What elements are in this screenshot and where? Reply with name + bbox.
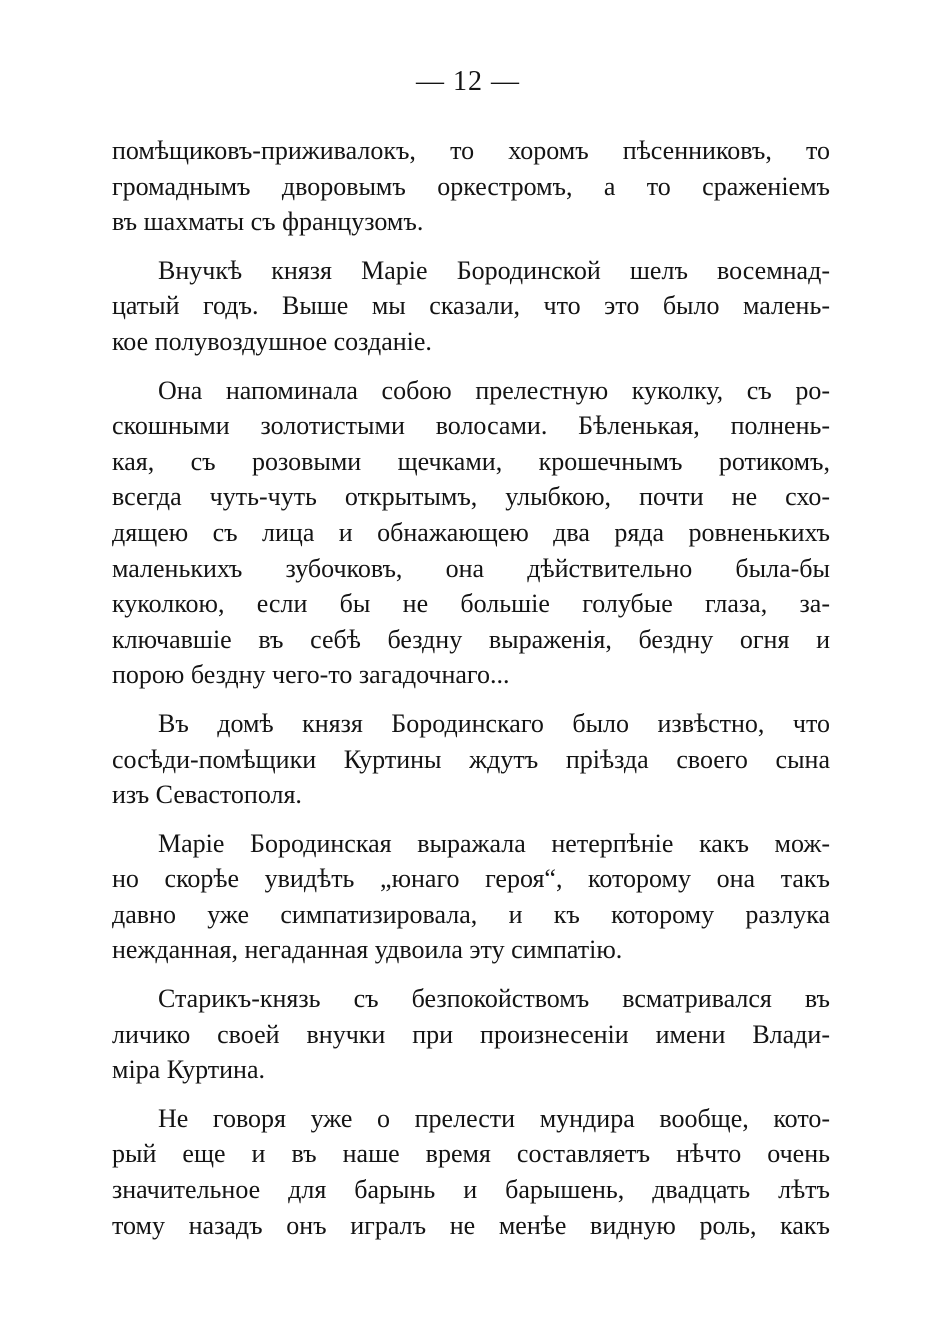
- text-line: Въ домѣ князя Бородинскаго было извѣстно, что: [158, 708, 830, 738]
- text-line: кое полувоздушное созданіе.: [112, 326, 432, 356]
- text-line: Она напоминала собою прелестную куколку, съ ро-: [158, 375, 830, 405]
- paragraph: [112, 981, 830, 1088]
- text-line: Старикъ-князь съ безпокойствомъ всматривался въ: [158, 984, 830, 1014]
- text-line: Не говоря уже о прелести мундира вообще, кото-: [158, 1103, 830, 1133]
- text-line: кая, съ розовыми щечками, крошечнымъ ротикомъ,: [112, 446, 830, 476]
- text-line: давно уже симпатизировала, и къ которому разлука: [112, 899, 830, 929]
- text-line: куколкою, если бы не большіе голубые глаза, за-: [112, 589, 830, 619]
- text-line: міра Куртина.: [112, 1055, 265, 1085]
- text-line: Марiе Бородинская выражала нетерпѣніе какъ мож-: [158, 828, 830, 858]
- text-line: порою бездну чего-то загадочнаго...: [112, 660, 510, 690]
- text-line: сосѣди-помѣщики Куртины ждутъ пріѣзда своего сына: [112, 744, 830, 774]
- text-line: тому назадъ онъ игралъ не менѣе видную роль, какъ: [112, 1210, 830, 1240]
- text-line: громаднымъ дворовымъ оркестромъ, а то сраженіемъ: [112, 171, 830, 201]
- paragraph: [112, 706, 830, 813]
- paragraph: [112, 133, 830, 240]
- text-line: рый еще и въ наше время составляетъ нѣчто очень: [112, 1139, 830, 1169]
- text-line: личико своей внучки при произнесеніи имени Влади-: [112, 1019, 830, 1049]
- paragraph: [112, 1101, 830, 1243]
- text-line: но скорѣе увидѣть „юнаго героя“, которому она такъ: [112, 864, 830, 894]
- body-text: [112, 133, 830, 1243]
- text-line: скошными золотистыми волосами. Бѣленькая, полнень-: [112, 411, 830, 441]
- text-line: изъ Севастополя.: [112, 780, 302, 810]
- page-number: — 12 —: [416, 66, 520, 97]
- text-line: цатый годъ. Выше мы сказали, что это было малень-: [112, 291, 830, 321]
- text-line: значительное для барынь и барышень, двадцать лѣтъ: [112, 1175, 830, 1205]
- paragraph: [112, 826, 830, 968]
- text-line: нежданная, негаданная удвоила эту симпатію.: [112, 935, 623, 965]
- text-line: помѣщиковъ-приживалокъ, то хоромъ пѣсенниковъ, то: [112, 136, 830, 165]
- text-line: дящею съ лица и обнажающею два ряда ровненькихъ: [112, 517, 830, 547]
- text-line: въ шахматы съ французомъ.: [112, 207, 424, 237]
- text-line: маленькихъ зубочковъ, она дѣйствительно была-бы: [112, 553, 830, 583]
- text-line: Внучкѣ князя Марiе Бородинской шелъ восемнад-: [158, 255, 830, 285]
- paragraph: [112, 373, 830, 693]
- text-line: всегда чуть-чуть открытымъ, улыбкою, почти не схо-: [112, 482, 830, 512]
- paragraph: [112, 253, 830, 360]
- text-line: ключавшіе въ себѣ бездну выраженія, бездну огня и: [112, 624, 830, 654]
